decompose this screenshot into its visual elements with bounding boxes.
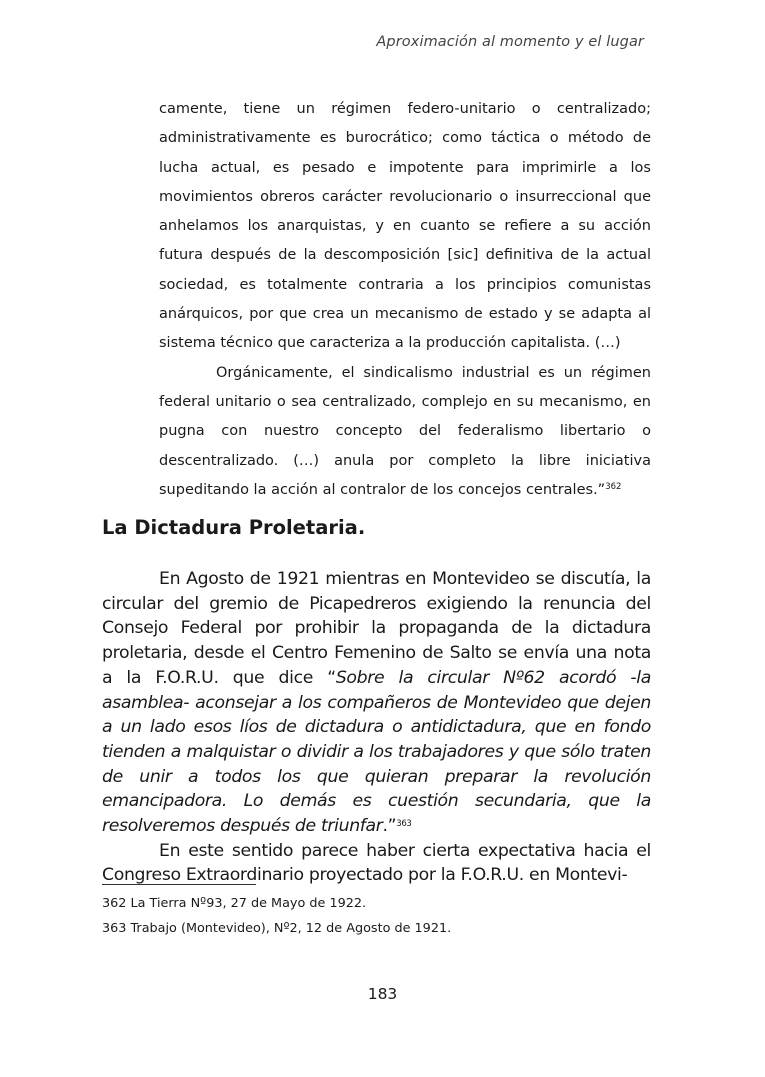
quote-paragraph: [159, 359, 651, 505]
footnote-ref-363[interactable]: 363: [396, 819, 412, 830]
section-heading: La Dictadura Proletaria.: [102, 516, 366, 539]
footnote-divider: [102, 884, 256, 885]
running-header: Aproximación al momento y el lugar: [376, 34, 644, 50]
block-quote: [159, 95, 651, 505]
quoted-note: Sobre la circular Nº62 acordó -la asamblea- aconsejar a los compañeros de Montevideo que dejen a un lado esos líos de dictadura o antidictadura, que en fondo tienden a malquistar o dividir a los trabajadores y que sólo traten de unir a todos los que quieran preparar la revolución emancipadora. Lo demás es cuestión secundaria, que la resolveremos después de triunfar: [102, 667, 651, 837]
page-number: 183: [367, 985, 398, 1003]
footnotes: [102, 891, 451, 941]
footnote-362: 362 La Tierra Nº93, 27 de Mayo de 1922.: [102, 896, 367, 911]
quote-paragraph-text: Orgánicamente, el sindicalismo industrial es un régimen federal unitario o sea centralizado, complejo en su mecanismo, en pugna con nuestro concepto del federalismo libertario o descentralizado. (…) anula por completo la libre iniciativa supeditando la acción al contralor de los concejos centrales.”: [159, 364, 651, 498]
footnote-363: 363 Trabajo (Montevideo), Nº2, 12 de Agosto de 1921.: [102, 921, 452, 936]
body-paragraph: En este sentido parece haber cierta expectativa hacia el Congreso Extraordinario proyectado por la F.O.R.U. en Montevi-: [102, 840, 651, 886]
footnote-ref-362[interactable]: 362: [605, 481, 622, 492]
body-paragraph-lead: En Agosto de 1921 mientras en Montevideo se discutía, la circular del gremio de Picapedreros exigiendo la renuncia del Consejo Federal por prohibir la propaganda de la dictadura proletaria, desde el Centro Femenino de Salto se envía una nota a la F.O.R.U. que dice “: [102, 569, 651, 688]
quote-close: .”: [382, 816, 397, 837]
quote-paragraph: camente, tiene un régimen federo-unitario o centralizado; administrativamente es burocrático; como táctica o método de lucha actual, es pesado e impotente para imprimirle a los movimientos obreros carácter revolucionario o insurreccional que anhelamos los anarquistas, y en cuanto se refiere a su acción futura después de la descomposición [sic] definitiva de la actual sociedad, es totalmente contraria a los principios comunistas anárquicos, por que crea un mecanismo de estado y se adapta al sistema técnico que caracteriza a la producción capitalista. (…): [159, 101, 651, 352]
body-paragraph: [102, 567, 651, 839]
body-text: [102, 567, 651, 888]
